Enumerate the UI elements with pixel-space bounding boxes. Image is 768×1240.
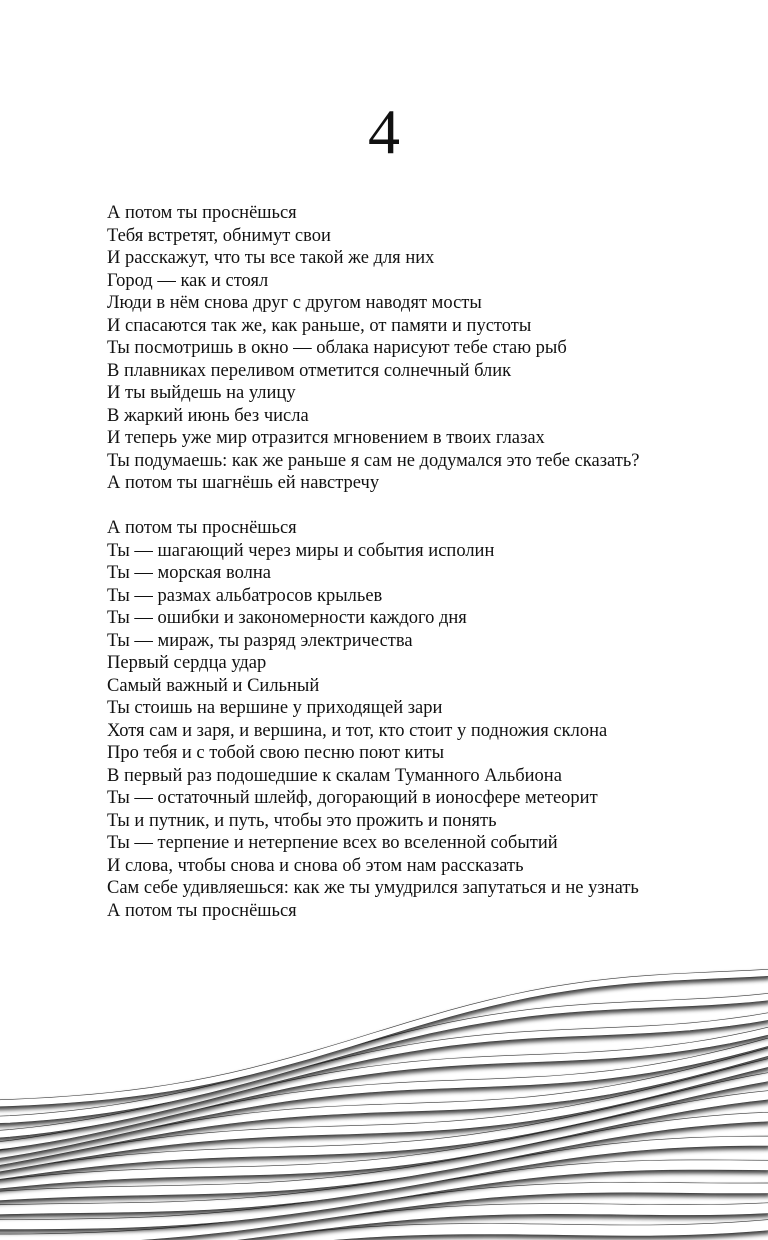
poem-line: Ты — мираж, ты разряд электричества	[107, 630, 413, 651]
poem-line: Люди в нём снова друг с другом наводят мосты	[107, 293, 482, 313]
poem-line: И спасаются так же, как раньше, от памяти и пустоты	[107, 315, 532, 336]
poem-line: Ты — терпение и нетерпение всех во вселенной событий	[107, 833, 558, 853]
poem-line: В плавниках переливом отметится солнечный блик	[107, 360, 512, 381]
poem-line: Первый сердца удар	[107, 653, 267, 673]
stanza-1	[107, 202, 727, 495]
poem-line: А потом ты проснёшься	[107, 900, 297, 921]
poem-line: Город — как и стоял	[107, 270, 269, 291]
poem	[107, 202, 727, 922]
poem-line: Ты посмотришь в окно — облака нарисуют тебе стаю рыб	[107, 338, 567, 358]
poem-line: Ты стоишь на вершине у приходящей зари	[107, 698, 443, 718]
poem-line: Ты и путник, и путь, чтобы это прожить и понять	[107, 810, 497, 831]
poem-line: И теперь уже мир отразится мгновением в твоих глазах	[107, 428, 545, 448]
poem-line: Ты — морская волна	[107, 563, 271, 583]
poem-line: Сам себе удивляешься: как же ты умудрился запутаться и не узнать	[107, 878, 639, 898]
poem-line: Хотя сам и заря, и вершина, и тот, кто стоит у подножия склона	[107, 720, 608, 741]
poem-line: А потом ты проснёшься	[107, 518, 297, 538]
poem-line: Ты — ошибки и закономерности каждого дня	[107, 608, 467, 628]
poem-line: В первый раз подошедшие к скалам Туманного Альбиона	[107, 765, 562, 786]
poem-line: И ты выйдешь на улицу	[107, 383, 296, 403]
poem-line: Ты — шагающий через миры и события исполин	[107, 540, 495, 561]
poem-line: А потом ты шагнёшь ей навстречу	[107, 473, 380, 493]
poem-line: И слова, чтобы снова и снова об этом нам рассказать	[107, 855, 524, 876]
poem-line: Самый важный и Сильный	[107, 675, 320, 696]
wave-decoration	[0, 950, 768, 1240]
chapter-number: 4	[368, 96, 400, 167]
stanza-2	[107, 517, 727, 922]
poem-line: Ты — размах альбатросов крыльев	[107, 585, 383, 606]
poem-line: А потом ты проснёшься	[107, 203, 297, 223]
poem-line: В жаркий июнь без числа	[107, 405, 309, 426]
poem-line: Ты подумаешь: как же раньше я сам не додумался это тебе сказать?	[107, 450, 640, 471]
poem-line: Про тебя и с тобой свою песню поют киты	[107, 743, 444, 763]
poem-line: Тебя встретят, обнимут свои	[107, 225, 331, 246]
poem-line: И расскажут, что ты все такой же для них	[107, 248, 435, 268]
poem-line: Ты — остаточный шлейф, догорающий в ионосфере метеорит	[107, 788, 598, 808]
